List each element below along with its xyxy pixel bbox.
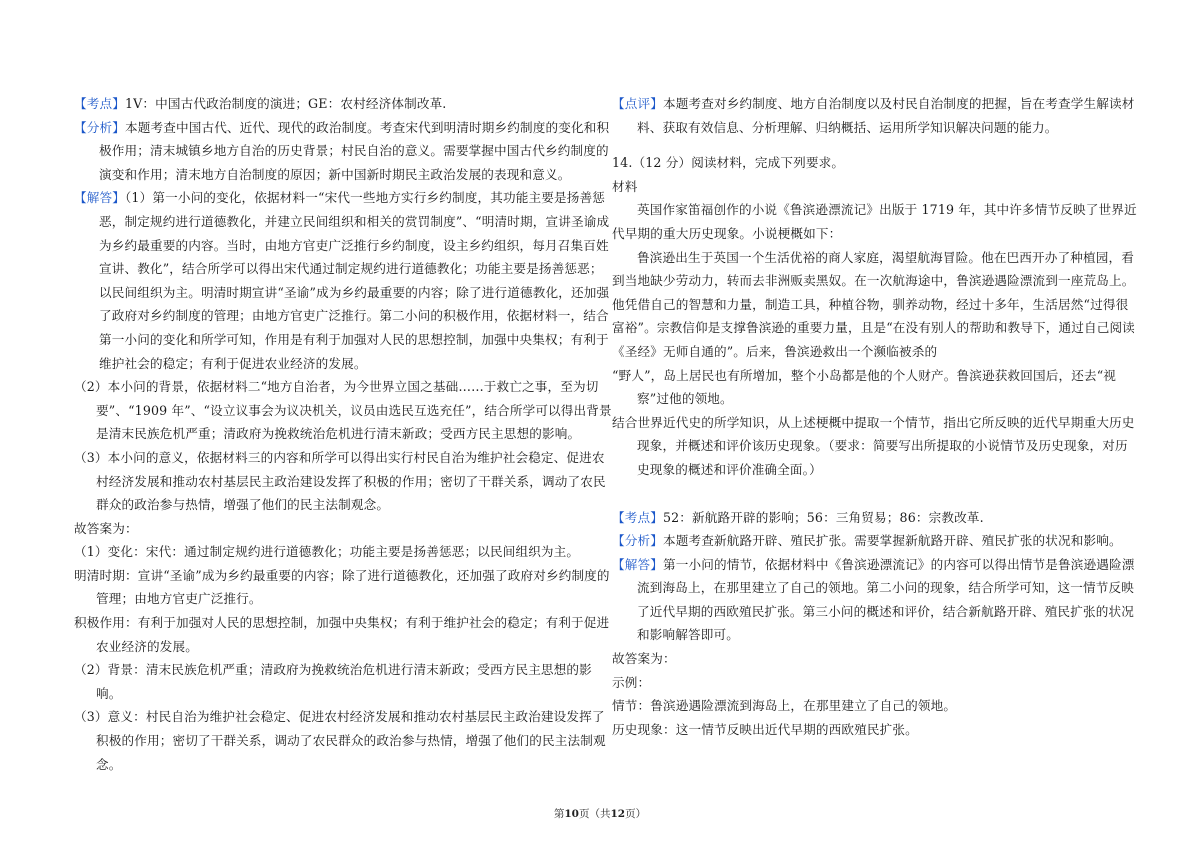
jieda-text-right: 第一小问的情节，依据材料中《鲁滨逊漂流记》的内容可以得出情节是鲁滨逊遇险漂流到海岛上，在那里建立了自己的领地。第二小问的现象，结合所学可知，这一情节反映了近代早期的西欧殖民扩张。第三小问的概述和评价，结合新航路开辟、殖民扩张的状况和影响解答即可。 — [637, 556, 1135, 643]
part2-paragraph: （2）本小问的背景，依据材料二“地方自治者，为今世界立国之基础……于救亡之事，至为切要”、“1909 年”、“设立议事会为议决机关，议员由选民互选充任”，结合所学可以得出背景是清末民族危机严重；清政府为挽救统治危机进行清末新政；受西方民主思想的影响。 — [74, 379, 612, 442]
answer-label: 故答案为： — [74, 520, 138, 536]
material-para-1: 英国作家笛福创作的小说《鲁滨逊漂流记》出版于 1719 年，其中许多情节反映了世界近代早期的重大历史现象。小说梗概如下： — [612, 202, 1137, 241]
material-para-2: 鲁滨逊出生于英国一个生活优裕的商人家庭，渴望航海冒险。他在巴西开办了种植园，看到当地缺少劳动力，转而去非洲贩卖黑奴。在一次航海途中，鲁滨逊遇险漂流到一座荒岛上。他凭借自己的智慧和力量，制造工具，种植谷物，驯养动物，经过十多年，生活居然“过得很富裕”。宗教信仰是支撑鲁滨逊的重要力量，且是“在没有别人的帮助和教导下，通过自己阅读《圣经》无师自通的”。后来，鲁滨逊救出一个濒临被杀的 — [612, 249, 1135, 359]
dianping-paragraph — [612, 92, 1140, 139]
kaodian-tag: 【考点】 — [74, 96, 125, 111]
page-footer — [0, 806, 1200, 821]
spacer — [612, 482, 1140, 506]
footer-prefix: 第 — [553, 808, 565, 820]
answer-1: （1）变化：宋代：通过制定规约进行道德教化；功能主要是扬善惩恶；以民间组织为主。 — [74, 544, 580, 560]
answer-3: （3）意义：村民自治为维护社会稳定、促进农村经济发展和推动农村基层民主政治建设发挥了积极的作用；密切了干群关系，调动了农民群众的政治参与热情，增强了他们的民主法制观念。 — [74, 709, 606, 772]
left-column — [74, 92, 614, 776]
kaodian-text: 1V：中国古代政治制度的演进；GE：农村经济体制改革. — [124, 96, 447, 111]
part3-paragraph: （3）本小问的意义，依据材料三的内容和所学可以得出实行村民自治为维护社会稳定、促进农村经济发展和推动农村基层民主政治建设发挥了积极的作用；密切了干群关系，调动了农民群众的政治参与热情，增强了他们的民主法制观念。 — [74, 449, 606, 513]
right-column — [612, 92, 1140, 741]
footer-mid: 页（共 — [579, 808, 611, 820]
answer-label-right: 故答案为： — [612, 651, 676, 667]
plot-answer: 情节：鲁滨逊遇险漂流到海岛上，在那里建立了自己的领地。 — [612, 698, 957, 714]
jieda-tag-right: 【解答】 — [612, 556, 663, 572]
jieda-text: （1）第一小问的变化，依据材料一“宋代一些地方实行乡约制度，其功能主要是扬善惩恶，制定规约进行道德教化，并建立民间组织和相关的赏罚制度”、“明清时期，宣讲圣谕成为乡约最重要的内容。当时，由地方官吏广泛推行乡约制度，设主乡约组织，每月召集百姓宣讲、教化”，结合所学可以得出宋代通过制定规约进行道德教化；功能主要是扬善惩恶；以民间组织为主。明清时期宣讲“圣谕”成为乡约最重要的内容；除了进行道德教化，还加强了政府对乡约制度的管理；由地方官吏广泛推行。第二小问的积极作用，依据材料一，结合第一小问的变化和所学可知，作用是有利于加强对人民的思想控制，加强中央集权；有利于维护社会的稳定；有利于促进农业经济的发展。 — [99, 190, 610, 371]
footer-total-pages: 12 — [610, 808, 626, 820]
kaodian-tag-right: 【考点】 — [612, 509, 663, 525]
jieda-paragraph — [74, 186, 614, 375]
material-para-3: “野人”，岛上居民也有所增加，整个小岛都是他的个人财产。鲁滨逊获救回国后，还去“视察”过他的领地。 — [612, 367, 1117, 407]
jieda-tag: 【解答】 — [74, 190, 125, 206]
dianping-tag: 【点评】 — [612, 96, 663, 111]
requirement-paragraph: 结合世界近代史的所学知识，从上述梗概中提取一个情节，指出它所反映的近代早期重大历史现象，并概述和评价该历史现象。（要求：简要写出所提取的小说情节及历史现象，对历史现象的概述和评价准确全面。） — [612, 414, 1135, 477]
question-14: 14.（12 分）阅读材料，完成下列要求。 — [612, 155, 845, 171]
fenxi-text: 本题考查中国古代、近代、现代的政治制度。考查宋代到明清时期乡约制度的变化和积极作用；清末城镇乡地方自治的历史背景；村民自治的意义。需要掌握中国古代乡约制度的演变和作用；清末地方自治制度的原因；新中国新时期民主政治发展的表现和意义。 — [99, 119, 610, 182]
kaodian-paragraph — [74, 92, 614, 116]
fenxi-paragraph-right — [612, 529, 1140, 553]
fenxi-tag-right: 【分析】 — [612, 533, 663, 549]
kaodian-paragraph-right — [612, 506, 1140, 530]
jieda-paragraph-right — [612, 553, 1140, 647]
answer-1b: 明清时期：宣讲“圣谕”成为乡约最重要的内容；除了进行道德教化，还加强了政府对乡约制度的管理；由地方官吏广泛推行。 — [74, 567, 610, 607]
answer-1c: 积极作用：有利于加强对人民的思想控制，加强中央集权；有利于维护社会的稳定；有利于促进农业经济的发展。 — [74, 615, 610, 654]
material-label: 材料 — [612, 178, 638, 194]
kaodian-text-right: 52：新航路开辟的影响；56：三角贸易；86：宗教改革. — [662, 509, 984, 525]
answer-2: （2）背景：清末民族危机严重；清政府为挽救统治危机进行清末新政；受西方民主思想的影响。 — [74, 662, 592, 701]
spacer — [612, 139, 1140, 151]
fenxi-text-right: 本题考查新航路开辟、殖民扩张。需要掌握新航路开辟、殖民扩张的状况和影响。 — [662, 533, 1122, 549]
example-label: 示例： — [612, 674, 651, 690]
fenxi-tag: 【分析】 — [74, 119, 125, 135]
footer-suffix: 页） — [625, 808, 647, 820]
phenomenon-answer: 历史现象：这一情节反映出近代早期的西欧殖民扩张。 — [612, 721, 918, 737]
footer-page-number: 10 — [564, 808, 579, 820]
dianping-text: 本题考查对乡约制度、地方自治制度以及村民自治制度的把握，旨在考查学生解读材料、获取有效信息、分析理解、归纳概括、运用所学知识解决问题的能力。 — [637, 96, 1135, 135]
fenxi-paragraph — [74, 116, 614, 187]
